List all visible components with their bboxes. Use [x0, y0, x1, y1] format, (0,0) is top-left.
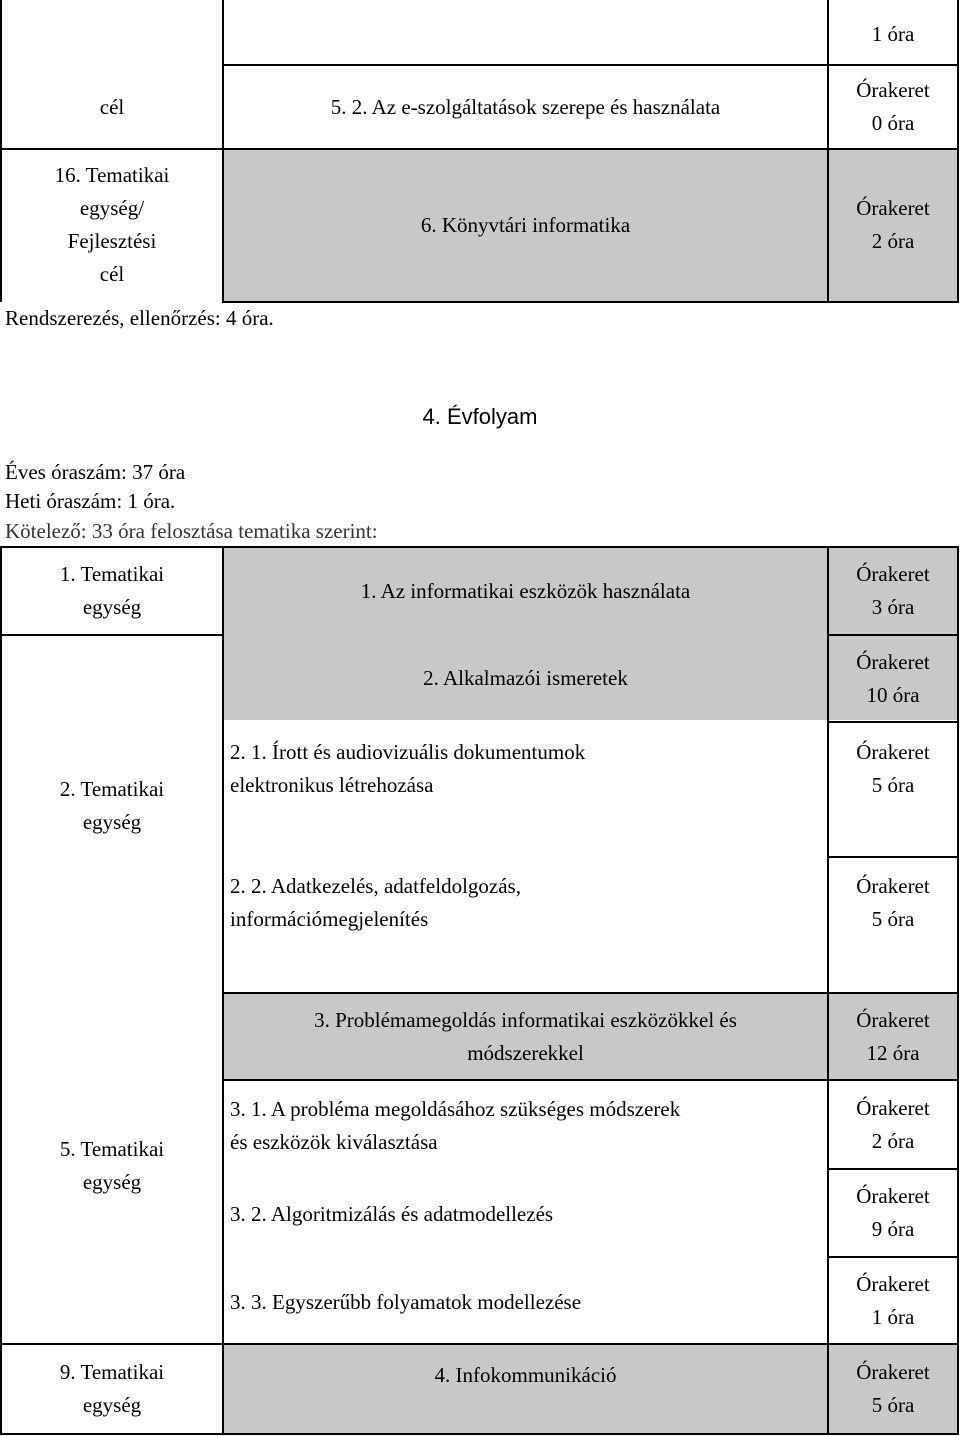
hours-value: 5 óra: [871, 1393, 915, 1417]
unit2-label-cell: [2, 636, 222, 992]
unit-label: 1. Tematikai egység: [59, 562, 165, 619]
unit-title: 2. Alkalmazói ismeretek: [423, 666, 628, 690]
row3-title-cell: [224, 150, 827, 300]
hours-value: 2 óra: [871, 1128, 915, 1153]
unit-label: 16. Tematikai egység/ Fejlesztési cél: [54, 163, 170, 286]
hours-label: Órakeret: [856, 874, 930, 898]
row2-hours-cell: [829, 66, 957, 148]
weekly-hours: Heti óraszám: 1 óra.: [5, 489, 176, 513]
review-note: Rendszerezés, ellenőrzés: 4 óra.: [5, 306, 274, 330]
hours-label: Órakeret: [856, 1271, 930, 1296]
annual-hours: Éves óraszám: 37 óra: [5, 460, 186, 484]
hours-value: 10 óra: [866, 682, 920, 707]
subunit-hours-cell: [829, 1170, 957, 1256]
subunit-hours-cell: [829, 1081, 957, 1168]
row2-unit-cell: [2, 66, 222, 148]
row2-title: 5. 2. Az e-szolgáltatások szerepe és használata: [330, 94, 721, 119]
row3-title: 6. Könyvtári informatika: [420, 212, 631, 237]
row1-hours-cell: [829, 14, 957, 54]
subunit-title: 2. 2. Adatkezelés, adatfeldolgozás, információmegjelenítés: [230, 874, 521, 931]
subunit-title: 3. 2. Algoritmizálás és adatmodellezés: [230, 1202, 554, 1226]
row1-hours-label: 1 óra: [871, 21, 915, 46]
unit-label: cél: [99, 94, 125, 119]
unit-label: 2. Tematikai egység: [59, 777, 165, 834]
unit1-label-cell: [2, 548, 222, 634]
unit2-hours-cell: [829, 636, 957, 721]
subunit-hours-cell: [829, 723, 957, 856]
unit1-title-cell: [224, 548, 827, 634]
hours-value: 9 óra: [871, 1217, 915, 1241]
subunit-hours-cell: [829, 858, 957, 992]
hours-value: 12 óra: [866, 1040, 920, 1065]
unit-title: 1. Az informatikai eszközök használata: [360, 578, 691, 603]
unit9-hours-cell: [829, 1345, 957, 1433]
mandatory-hours: Kötelező: 33 óra felosztása tematika szerint:: [5, 519, 378, 543]
unit-label: 9. Tematikai egység: [59, 1360, 165, 1417]
unit-title: 4. Infokommunikáció: [434, 1362, 617, 1387]
row2-title-cell: [224, 66, 827, 148]
unit9-label-cell: [2, 1345, 222, 1433]
hours-label: Órakeret: [856, 649, 930, 674]
hours-label: Órakeret: [856, 1184, 930, 1208]
row3-hours-cell: [829, 150, 957, 300]
unit5-title-cell: [224, 994, 827, 1079]
unit5-label-cell: [2, 994, 222, 1343]
hours-value: 3 óra: [871, 595, 915, 619]
unit5-hours-cell: [829, 994, 957, 1079]
hours-value: 2 óra: [871, 229, 915, 253]
hours-value: 0 óra: [871, 111, 915, 135]
hours-label: Órakeret: [856, 1360, 930, 1384]
hours-value: 5 óra: [871, 907, 915, 931]
hours-label: Órakeret: [856, 196, 930, 220]
unit1-hours-cell: [829, 548, 957, 634]
grade-heading: 4. Évfolyam: [422, 404, 538, 429]
unit2-title-cell: [224, 636, 827, 721]
subunit-title: 3. 1. A probléma megoldásához szükséges módszerek és eszközök kiválasztása: [230, 1097, 681, 1154]
subunit-title: 3. 3. Egyszerűbb folyamatok modellezése: [230, 1290, 582, 1314]
hours-label: Órakeret: [856, 740, 930, 764]
hours-value: 5 óra: [871, 773, 915, 797]
hours-label: Órakeret: [856, 78, 930, 102]
hours-label: Órakeret: [856, 562, 930, 586]
row3-unit-cell: [2, 150, 222, 300]
subunit-title: 2. 1. Írott és audiovizuális dokumentumok elektronikus létrehozása: [230, 740, 586, 797]
unit-title: 3. Problémamegoldás informatikai eszközökkel és módszerekkel: [314, 1007, 737, 1065]
hours-value: 1 óra: [871, 1304, 915, 1329]
hours-label: Órakeret: [856, 1095, 930, 1120]
unit-label: 5. Tematikai egység: [59, 1136, 165, 1194]
unit9-title-cell: [224, 1345, 827, 1405]
subunit-hours-cell: [829, 1258, 957, 1343]
hours-label: Órakeret: [856, 1007, 930, 1032]
